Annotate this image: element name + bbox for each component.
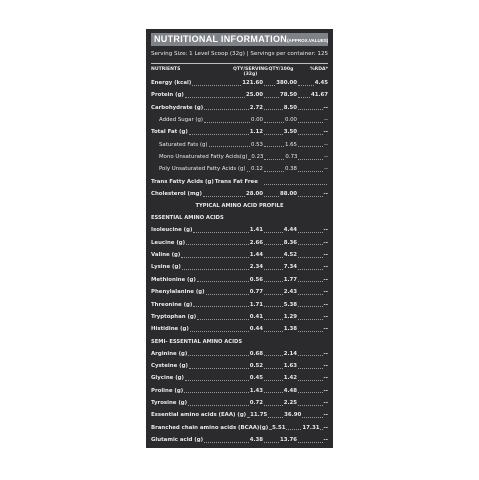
per-100g-value: 4.52 bbox=[283, 252, 297, 259]
leader-dots bbox=[190, 331, 249, 332]
leader-dots bbox=[264, 392, 283, 393]
leader-dots bbox=[298, 355, 323, 356]
leader-dots bbox=[298, 331, 323, 332]
per-serving-value: 0.53 bbox=[250, 141, 263, 148]
col-per-serving-label: QTY/SERVING bbox=[233, 67, 268, 72]
leader-dots bbox=[264, 257, 283, 258]
per-serving-value: 4.38 bbox=[249, 436, 263, 443]
leader-dots bbox=[298, 405, 323, 406]
leader-dots bbox=[298, 380, 323, 381]
per-serving-value: 2.66 bbox=[249, 239, 263, 246]
per-serving-value: 28.00 bbox=[245, 191, 263, 198]
per-serving-value: 11.75 bbox=[250, 412, 268, 419]
per-100g-value: 1.77 bbox=[283, 276, 297, 283]
table-row bbox=[151, 385, 328, 397]
leader-dots bbox=[182, 269, 249, 270]
table-row bbox=[151, 299, 328, 311]
leader-dots bbox=[189, 134, 249, 135]
per-serving-value: 25.00 bbox=[245, 92, 263, 99]
per-serving-value: 2.72 bbox=[249, 104, 263, 111]
nutrient-name: Poly Unsaturated Fatty Acids (g) bbox=[159, 166, 246, 173]
per-100g-value: 2.25 bbox=[283, 399, 297, 406]
nutrient-name: Glutamic acid (g) bbox=[151, 436, 204, 443]
leader-dots bbox=[204, 109, 248, 110]
table-row bbox=[151, 139, 328, 151]
rda-value: -- bbox=[323, 129, 328, 136]
leader-dots bbox=[302, 417, 322, 418]
leader-dots bbox=[264, 294, 283, 295]
per-serving-value: 0.68 bbox=[249, 350, 263, 357]
rda-value: -- bbox=[323, 436, 328, 443]
per-100g-value: 8.36 bbox=[283, 239, 297, 246]
leader-dots bbox=[298, 306, 323, 307]
per-100g-value: 88.00 bbox=[279, 191, 297, 198]
leader-dots bbox=[247, 417, 249, 418]
rda-value: -- bbox=[323, 424, 328, 431]
table-row bbox=[151, 409, 328, 421]
per-serving-value: 0.77 bbox=[249, 289, 263, 296]
per-100g-value: 13.76 bbox=[279, 436, 297, 443]
per-100g-value: 1.42 bbox=[283, 375, 297, 382]
leader-dots bbox=[298, 257, 323, 258]
leader-dots bbox=[268, 417, 283, 418]
leader-dots bbox=[298, 159, 323, 160]
leader-dots bbox=[188, 355, 248, 356]
table-row bbox=[151, 397, 328, 409]
nutrient-name: Leucine (g) bbox=[151, 239, 186, 246]
rda-value: -- bbox=[324, 166, 328, 173]
rda-value: -- bbox=[323, 387, 328, 394]
rda-value: -- bbox=[323, 227, 328, 234]
leader-dots bbox=[298, 232, 323, 233]
leader-dots bbox=[264, 380, 283, 381]
nutrient-name: Energy (kcal) bbox=[151, 80, 192, 86]
leader-dots bbox=[298, 281, 323, 282]
semi-essential-title: SEMI- ESSENTIAL AMINO ACIDS bbox=[151, 338, 243, 345]
leader-dots bbox=[298, 171, 323, 172]
leader-dots bbox=[186, 244, 249, 245]
header-subtitle: (APPROX.VALUES) bbox=[287, 38, 328, 43]
rda-value: -- bbox=[323, 104, 328, 111]
per-100g-value: 36.90 bbox=[284, 412, 302, 419]
per-100g-value: 78.50 bbox=[279, 92, 297, 99]
rda-value: -- bbox=[323, 264, 328, 271]
leader-dots bbox=[185, 97, 245, 98]
table-row bbox=[151, 237, 328, 249]
leader-dots bbox=[264, 109, 283, 110]
per-serving-value: 0.00 bbox=[250, 117, 263, 124]
table-row bbox=[151, 249, 328, 261]
table-row bbox=[151, 77, 328, 89]
leader-dots bbox=[286, 429, 301, 430]
table-row bbox=[151, 163, 328, 175]
nutrient-name: Cholesterol (mg) bbox=[151, 191, 202, 198]
nutrient-name: Arginine (g) bbox=[151, 350, 188, 357]
nutrient-name: Proline (g) bbox=[151, 387, 184, 394]
rda-value: -- bbox=[323, 412, 328, 419]
leader-dots bbox=[197, 319, 248, 320]
nutrient-name: Methionine (g) bbox=[151, 276, 196, 283]
leader-dots bbox=[209, 146, 250, 147]
per-100g-value: 3.50 bbox=[283, 129, 297, 136]
rda-value: -- bbox=[323, 362, 328, 369]
leader-dots bbox=[204, 442, 249, 443]
leader-dots bbox=[247, 171, 250, 172]
leader-dots bbox=[298, 368, 323, 369]
col-per-serving bbox=[233, 67, 268, 77]
leader-dots bbox=[298, 97, 310, 98]
leader-dots bbox=[298, 294, 323, 295]
leader-dots bbox=[298, 392, 323, 393]
leader-dots bbox=[264, 232, 283, 233]
col-per-serving-sub: (32g) bbox=[243, 72, 258, 77]
leader-dots bbox=[189, 368, 249, 369]
leader-dots bbox=[264, 196, 279, 197]
col-nutrients: NUTRIENTS bbox=[151, 67, 181, 72]
table-row bbox=[151, 89, 328, 101]
leader-dots bbox=[298, 122, 323, 123]
leader-dots bbox=[264, 368, 283, 369]
leader-dots bbox=[298, 109, 323, 110]
per-100g-value: 1.63 bbox=[283, 362, 297, 369]
rda-value: 4.45 bbox=[314, 80, 328, 86]
per-serving-value: 1.44 bbox=[249, 252, 263, 259]
nutrient-list bbox=[151, 77, 328, 200]
amino-profile-title: TYPICAL AMINO ACID PROFILE bbox=[195, 203, 284, 210]
leader-dots bbox=[264, 184, 327, 185]
rda-value: -- bbox=[323, 375, 328, 382]
leader-dots bbox=[264, 171, 284, 172]
nutrient-name: Trans Fatty Acids (g) bbox=[151, 178, 214, 185]
rda-value: -- bbox=[323, 301, 328, 308]
per-100g-value: 17.31 bbox=[302, 424, 320, 431]
per-serving-value: 0.12 bbox=[250, 166, 263, 173]
per-serving-value: 0.41 bbox=[249, 313, 263, 320]
leader-dots bbox=[264, 269, 283, 270]
per-serving-value: 1.41 bbox=[249, 227, 263, 234]
rda-value: -- bbox=[323, 191, 328, 198]
leader-dots bbox=[298, 196, 323, 197]
table-row bbox=[151, 311, 328, 323]
leader-dots bbox=[320, 429, 322, 430]
leader-dots bbox=[248, 159, 250, 160]
rda-value: -- bbox=[324, 141, 328, 148]
per-100g-value: 1.38 bbox=[283, 326, 297, 333]
table-row bbox=[151, 323, 328, 335]
per-serving-value: 2.34 bbox=[249, 264, 263, 271]
serving-info: Serving Size: 1 Level Scoop (32g) | Servings per container: 125 bbox=[151, 46, 328, 64]
nutrient-name: Histidine (g) bbox=[151, 326, 189, 333]
nutrient-name: Essential amino acids (EAA) (g) bbox=[151, 412, 247, 419]
leader-dots bbox=[197, 281, 249, 282]
table-row bbox=[151, 126, 328, 138]
rda-value: -- bbox=[323, 252, 328, 259]
col-per-100g: QTY/100g bbox=[268, 67, 294, 72]
table-row bbox=[151, 261, 328, 273]
nutrient-name: Carbohydrate (g) bbox=[151, 104, 204, 111]
per-serving-value: 0.72 bbox=[249, 399, 263, 406]
per-serving-value: 0.56 bbox=[249, 276, 263, 283]
leader-dots bbox=[298, 269, 323, 270]
leader-dots bbox=[193, 306, 248, 307]
leader-dots bbox=[264, 331, 283, 332]
per-100g-value: 0.73 bbox=[285, 154, 298, 161]
leader-dots bbox=[264, 319, 283, 320]
table-row bbox=[151, 422, 328, 434]
nutrition-panel bbox=[146, 29, 333, 448]
leader-dots bbox=[298, 146, 323, 147]
nutrient-name: Valine (g) bbox=[151, 252, 181, 259]
per-100g-value: 4.44 bbox=[283, 227, 297, 234]
column-header bbox=[151, 64, 328, 77]
per-100g-value: 2.43 bbox=[283, 289, 297, 296]
leader-dots bbox=[298, 244, 323, 245]
leader-dots bbox=[264, 442, 279, 443]
nutrient-name: Tyrosine (g) bbox=[151, 399, 188, 406]
leader-dots bbox=[193, 232, 248, 233]
leader-dots bbox=[298, 319, 323, 320]
leader-dots bbox=[185, 380, 249, 381]
per-100g-value: 380.00 bbox=[276, 80, 297, 86]
leader-dots bbox=[298, 442, 323, 443]
essential-list bbox=[151, 224, 328, 335]
leader-dots bbox=[188, 405, 249, 406]
per-serving-value: Trans Fat Free bbox=[214, 178, 258, 185]
rda-value: -- bbox=[324, 117, 328, 124]
leader-dots bbox=[264, 306, 283, 307]
table-row bbox=[151, 114, 328, 126]
nutrient-name: Total Fat (g) bbox=[151, 129, 188, 136]
per-100g-value: 0.00 bbox=[284, 117, 297, 124]
leader-dots bbox=[264, 122, 284, 123]
nutrient-name: Added Sugar (g) bbox=[159, 117, 204, 124]
per-serving-value: 0.45 bbox=[249, 375, 263, 382]
table-row bbox=[151, 274, 328, 286]
nutrient-name: Mono Unsaturated Fatty Acids(g) bbox=[159, 154, 248, 161]
per-serving-value: 0.44 bbox=[249, 326, 263, 333]
per-100g-value: 1.65 bbox=[284, 141, 297, 148]
header-title: NUTRITIONAL INFORMATION bbox=[154, 34, 288, 44]
leader-dots bbox=[206, 294, 249, 295]
leader-dots bbox=[184, 392, 249, 393]
per-100g-value: 0.38 bbox=[284, 166, 297, 173]
leader-dots bbox=[204, 122, 250, 123]
per-serving-value: 5.51 bbox=[272, 424, 286, 431]
rda-value: -- bbox=[323, 313, 328, 320]
table-row bbox=[151, 372, 328, 384]
table-row bbox=[151, 224, 328, 236]
essential-title: ESSENTIAL AMINO ACIDS bbox=[151, 215, 224, 222]
leader-dots bbox=[264, 281, 283, 282]
nutrient-name: Isoleucine (g) bbox=[151, 227, 193, 234]
per-serving-value: 0.52 bbox=[249, 362, 263, 369]
leader-dots bbox=[264, 85, 275, 86]
leader-dots bbox=[264, 97, 279, 98]
per-100g-value: 8.50 bbox=[283, 104, 297, 111]
nutrient-name: Branched chain amino acids (BCAA)(g) bbox=[151, 424, 269, 431]
rda-value: -- bbox=[323, 239, 328, 246]
rda-value: -- bbox=[323, 276, 328, 283]
leader-dots bbox=[264, 134, 283, 135]
leader-dots bbox=[264, 244, 283, 245]
per-serving-value: 121.60 bbox=[242, 80, 263, 86]
panel-header bbox=[151, 33, 328, 46]
col-rda: %RDA* bbox=[310, 67, 328, 72]
per-100g-value: 5.38 bbox=[283, 301, 297, 308]
nutrient-name: Glycine (g) bbox=[151, 375, 184, 382]
per-100g-value: 7.34 bbox=[283, 264, 297, 271]
leader-dots bbox=[192, 85, 241, 86]
table-row bbox=[151, 176, 328, 188]
leader-dots bbox=[264, 405, 283, 406]
leader-dots bbox=[181, 257, 248, 258]
leader-dots bbox=[269, 429, 271, 430]
per-serving-value: 1.12 bbox=[249, 129, 263, 136]
nutrient-name: Saturated Fats (g) bbox=[159, 141, 208, 148]
per-100g-value: 1.29 bbox=[283, 313, 297, 320]
table-row bbox=[151, 102, 328, 114]
semi-essential-list bbox=[151, 348, 328, 447]
leader-dots bbox=[298, 134, 323, 135]
nutrient-name: Cysteine (g) bbox=[151, 362, 188, 369]
table-row bbox=[151, 348, 328, 360]
leader-dots bbox=[264, 159, 284, 160]
leader-dots bbox=[298, 85, 314, 86]
table-row bbox=[151, 434, 328, 446]
table-row bbox=[151, 188, 328, 200]
rda-value: -- bbox=[323, 289, 328, 296]
nutrient-name: Lysine (g) bbox=[151, 264, 181, 271]
leader-dots bbox=[264, 355, 283, 356]
nutrient-name: Phenylalanine (g) bbox=[151, 289, 205, 296]
leader-dots bbox=[203, 196, 245, 197]
nutrient-name: Tryptophan (g) bbox=[151, 313, 197, 320]
nutrient-name: Protein (g) bbox=[151, 92, 184, 99]
table-row bbox=[151, 151, 328, 163]
rda-value: -- bbox=[323, 350, 328, 357]
nutrient-name: Threonine (g) bbox=[151, 301, 193, 308]
rda-value: -- bbox=[323, 326, 328, 333]
table-row bbox=[151, 286, 328, 298]
rda-value: -- bbox=[324, 154, 328, 161]
per-serving-value: 1.71 bbox=[249, 301, 263, 308]
per-serving-value: 1.43 bbox=[249, 387, 263, 394]
leader-dots bbox=[264, 146, 284, 147]
per-100g-value: 2.14 bbox=[283, 350, 297, 357]
rda-value: -- bbox=[323, 399, 328, 406]
per-serving-value: 0.23 bbox=[251, 154, 264, 161]
per-100g-value: 4.48 bbox=[283, 387, 297, 394]
rda-value: 41.67 bbox=[310, 92, 328, 99]
table-row bbox=[151, 360, 328, 372]
